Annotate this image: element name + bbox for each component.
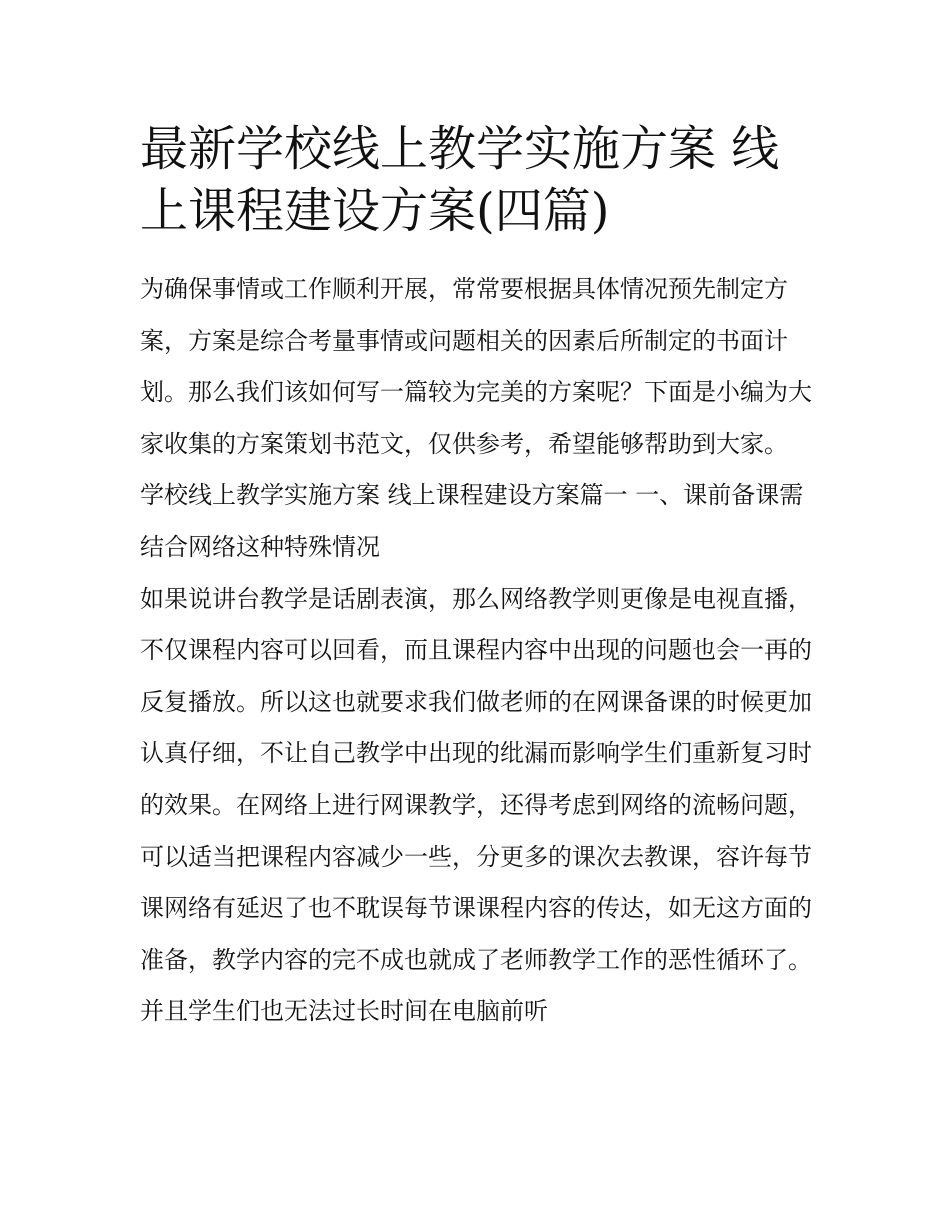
section-heading-paragraph: 学校线上教学实施方案 线上课程建设方案篇一 一、课前备课需结合网络这种特殊情况	[140, 481, 804, 561]
document-title: 最新学校线上教学实施方案 线上课程建设方案(四篇)	[140, 121, 780, 239]
document-content	[140, 118, 812, 1038]
intro-paragraph: 为确保事情或工作顺利开展，常常要根据具体情况预先制定方案，方案是综合考量事情或问题相关的因素后所制定的书面计划。那么我们该如何写一篇较为完美的方案呢？下面是小编为大家收集的方案策划书范文，仅供参考，希望能够帮助到大家。	[140, 275, 812, 458]
body-paragraph: 如果说讲台教学是话剧表演，那么网络教学则更像是电视直播，不仅课程内容可以回看，而且课程内容中出现的问题也会一再的反复播放。所以这也就要求我们做老师的在网课备课的时候更加认真仔细，不让自己教学中出现的纰漏而影响学生们重新复习时的效果。在网络上进行网课教学，还得考虑到网络的流畅问题，可以适当把课程内容减少一些，分更多的课次去教课，容许每节课网络有延迟了也不耽误每节课课程内容的传达，如无这方面的准备，教学内容的完不成也就成了老师教学工作的恶性循环了。并且学生们也无法过长时间在电脑前听	[140, 584, 812, 1026]
